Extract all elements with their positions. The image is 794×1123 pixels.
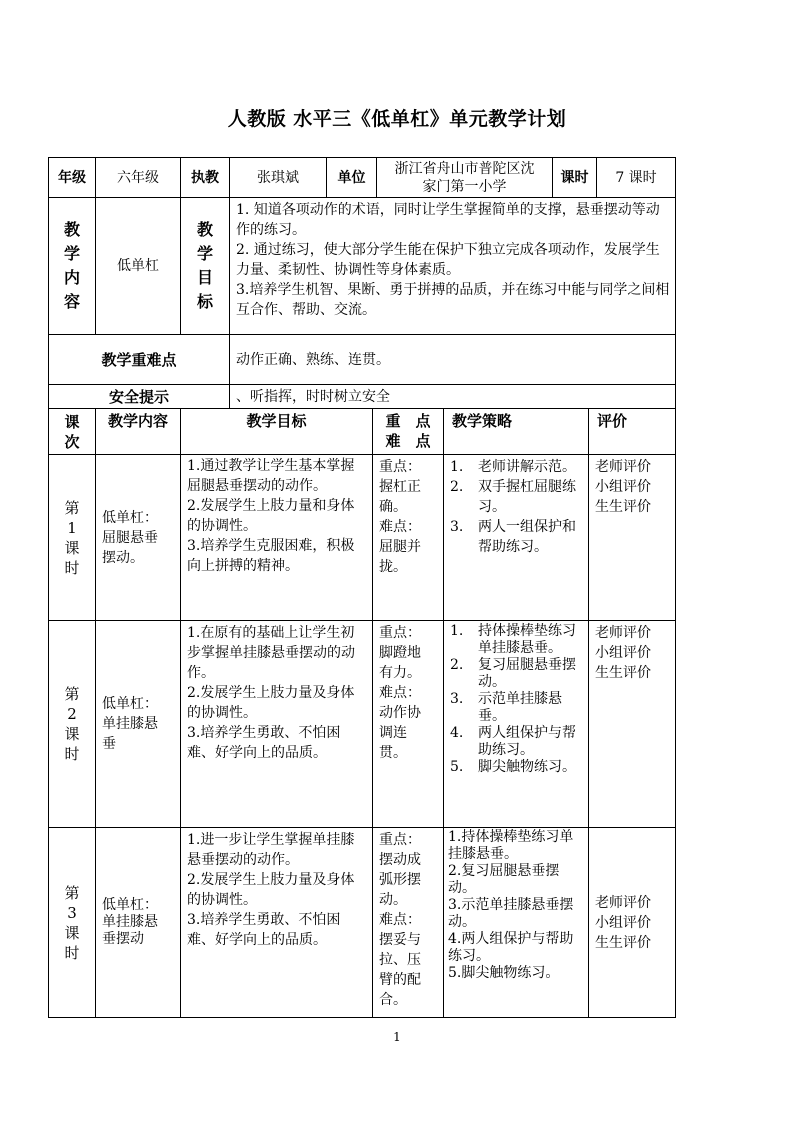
safety-label: 安全提示 — [49, 385, 230, 409]
lesson-goals: 1.通过教学让学生基本掌握 屈腿悬垂摆动的动作。 2.发展学生上肢力量和身体的协调性。 3.培养学生克服困难，积极向上拼搏的精神。 — [181, 455, 373, 621]
lesson-number: 第 1 课 时 — [49, 455, 96, 621]
unit-label: 单位 — [327, 158, 377, 198]
list-item: 2. 复习屈腿悬垂摆动。 — [450, 657, 576, 690]
lesson-strategy — [444, 828, 589, 1018]
lesson-strategy — [444, 455, 589, 621]
list-item: 2. 双手握杠屈腿练习。 — [450, 479, 576, 515]
list-item: 1. 老师讲解示范。 — [450, 459, 576, 475]
lesson-eval: 老师评价 小组评价 生生评价 — [589, 455, 676, 621]
content-value: 低单杠 — [96, 198, 181, 335]
list-item: 3.示范单挂膝悬垂摆动。 — [448, 897, 574, 930]
list-item: 1.持体操棒垫练习单挂膝悬垂。 — [448, 829, 574, 862]
page-number: 1 — [393, 1030, 401, 1044]
lessons-header-row — [49, 409, 676, 455]
table-row — [49, 828, 676, 1018]
unit-value-line2: 家门第一小学 — [422, 178, 507, 195]
safety-value: 、听指挥，时时树立安全 — [230, 385, 676, 409]
keypoints-table — [48, 334, 676, 409]
col-key: 重 点 难 点 — [373, 409, 444, 455]
list-item: 3. 两人一组保护和帮助练习。 — [450, 519, 576, 555]
lesson-strategy — [444, 621, 589, 828]
list-item: 4.两人组保护与帮助练习。 — [448, 931, 574, 964]
lesson-number: 第 2 课 时 — [49, 621, 96, 828]
list-item: 1. 持体操棒垫练习单挂膝悬垂。 — [450, 623, 576, 656]
col-goal: 教学目标 — [181, 409, 373, 455]
unit-goals — [230, 198, 676, 335]
col-lesson: 课 次 — [49, 409, 96, 455]
teacher-value: 张琪斌 — [230, 158, 327, 198]
lesson-goals: 1.进一步让学生掌握单挂膝悬垂摆动的动作。 2.发展学生上肢力量及身体的协调性。 3.培养学生勇敢、不怕困难、好学向上的品质。 — [181, 828, 373, 1018]
lessons-table — [48, 408, 676, 1018]
unit-goal-1: 1. 知道各项动作的术语，同时让学生掌握简单的支撑，悬垂摆动等动作的练习。 — [236, 202, 660, 238]
lesson-content: 低单杠： 单挂膝悬 垂 — [96, 621, 181, 828]
col-eval: 评价 — [589, 409, 676, 455]
list-item: 2.复习屈腿悬垂摆动。 — [448, 863, 560, 896]
col-strategy: 教学策略 — [444, 409, 589, 455]
unit-value — [377, 158, 553, 198]
hours-label: 课时 — [553, 158, 597, 198]
list-item: 4. 两人组保护与帮助练习。 — [450, 725, 576, 758]
list-item: 3. 示范单挂膝悬垂。 — [450, 691, 562, 724]
keypoints-label: 教学重难点 — [49, 335, 230, 385]
content-label: 教 学 内 容 — [49, 198, 96, 335]
content-goals-table — [48, 197, 676, 335]
grade-label: 年级 — [49, 158, 96, 198]
page-title: 人教版 水平三《低单杠》单元教学计划 — [227, 108, 567, 130]
unit-info-table — [48, 157, 676, 198]
unit-value-line1: 浙江省舟山市普陀区沈 — [394, 160, 535, 177]
lesson-eval: 老师评价 小组评价 生生评价 — [589, 828, 676, 1018]
list-item: 5.脚尖触物练习。 — [448, 965, 560, 981]
col-content: 教学内容 — [96, 409, 181, 455]
hours-value: 7 课时 — [597, 158, 676, 198]
keypoints-value: 动作正确、熟练、连贯。 — [230, 335, 676, 385]
unit-goal-3: 3.培养学生机智、果断、勇于拼搏的品质，并在练习中能与同学之间相互合作、帮助、交流。 — [236, 282, 670, 318]
lesson-keypoints: 重点： 脚蹬地 有力。 难点： 动作协 调连 贯。 — [373, 621, 444, 828]
list-item: 5. 脚尖触物练习。 — [450, 759, 576, 775]
lesson-content: 低单杠： 单挂膝悬 垂摆动 — [96, 828, 181, 1018]
lesson-goals: 1.在原有的基础上让学生初步掌握单挂膝悬垂摆动的动作。 2.发展学生上肢力量及身体的协调性。 3.培养学生勇敢、不怕困难、好学向上的品质。 — [181, 621, 373, 828]
unit-goal-2: 2. 通过练习，使大部分学生能在保护下独立完成各项动作，发展学生力量、柔韧性、协调性等身体素质。 — [236, 242, 660, 278]
lesson-number: 第 3 课 时 — [49, 828, 96, 1018]
table-row — [49, 621, 676, 828]
teacher-label: 执教 — [181, 158, 230, 198]
table-row — [49, 455, 676, 621]
lesson-eval: 老师评价 小组评价 生生评价 — [589, 621, 676, 828]
lesson-content: 低单杠： 屈腿悬垂 摆动。 — [96, 455, 181, 621]
goal-label: 教 学 目 标 — [181, 198, 230, 335]
lesson-keypoints: 重点： 握杠正 确。 难点： 屈腿并 拢。 — [373, 455, 444, 621]
grade-value: 六年级 — [96, 158, 181, 198]
lesson-keypoints: 重点： 摆动成 弧形摆 动。 难点： 摆妥与 拉、压 臂的配 合。 — [373, 828, 444, 1018]
